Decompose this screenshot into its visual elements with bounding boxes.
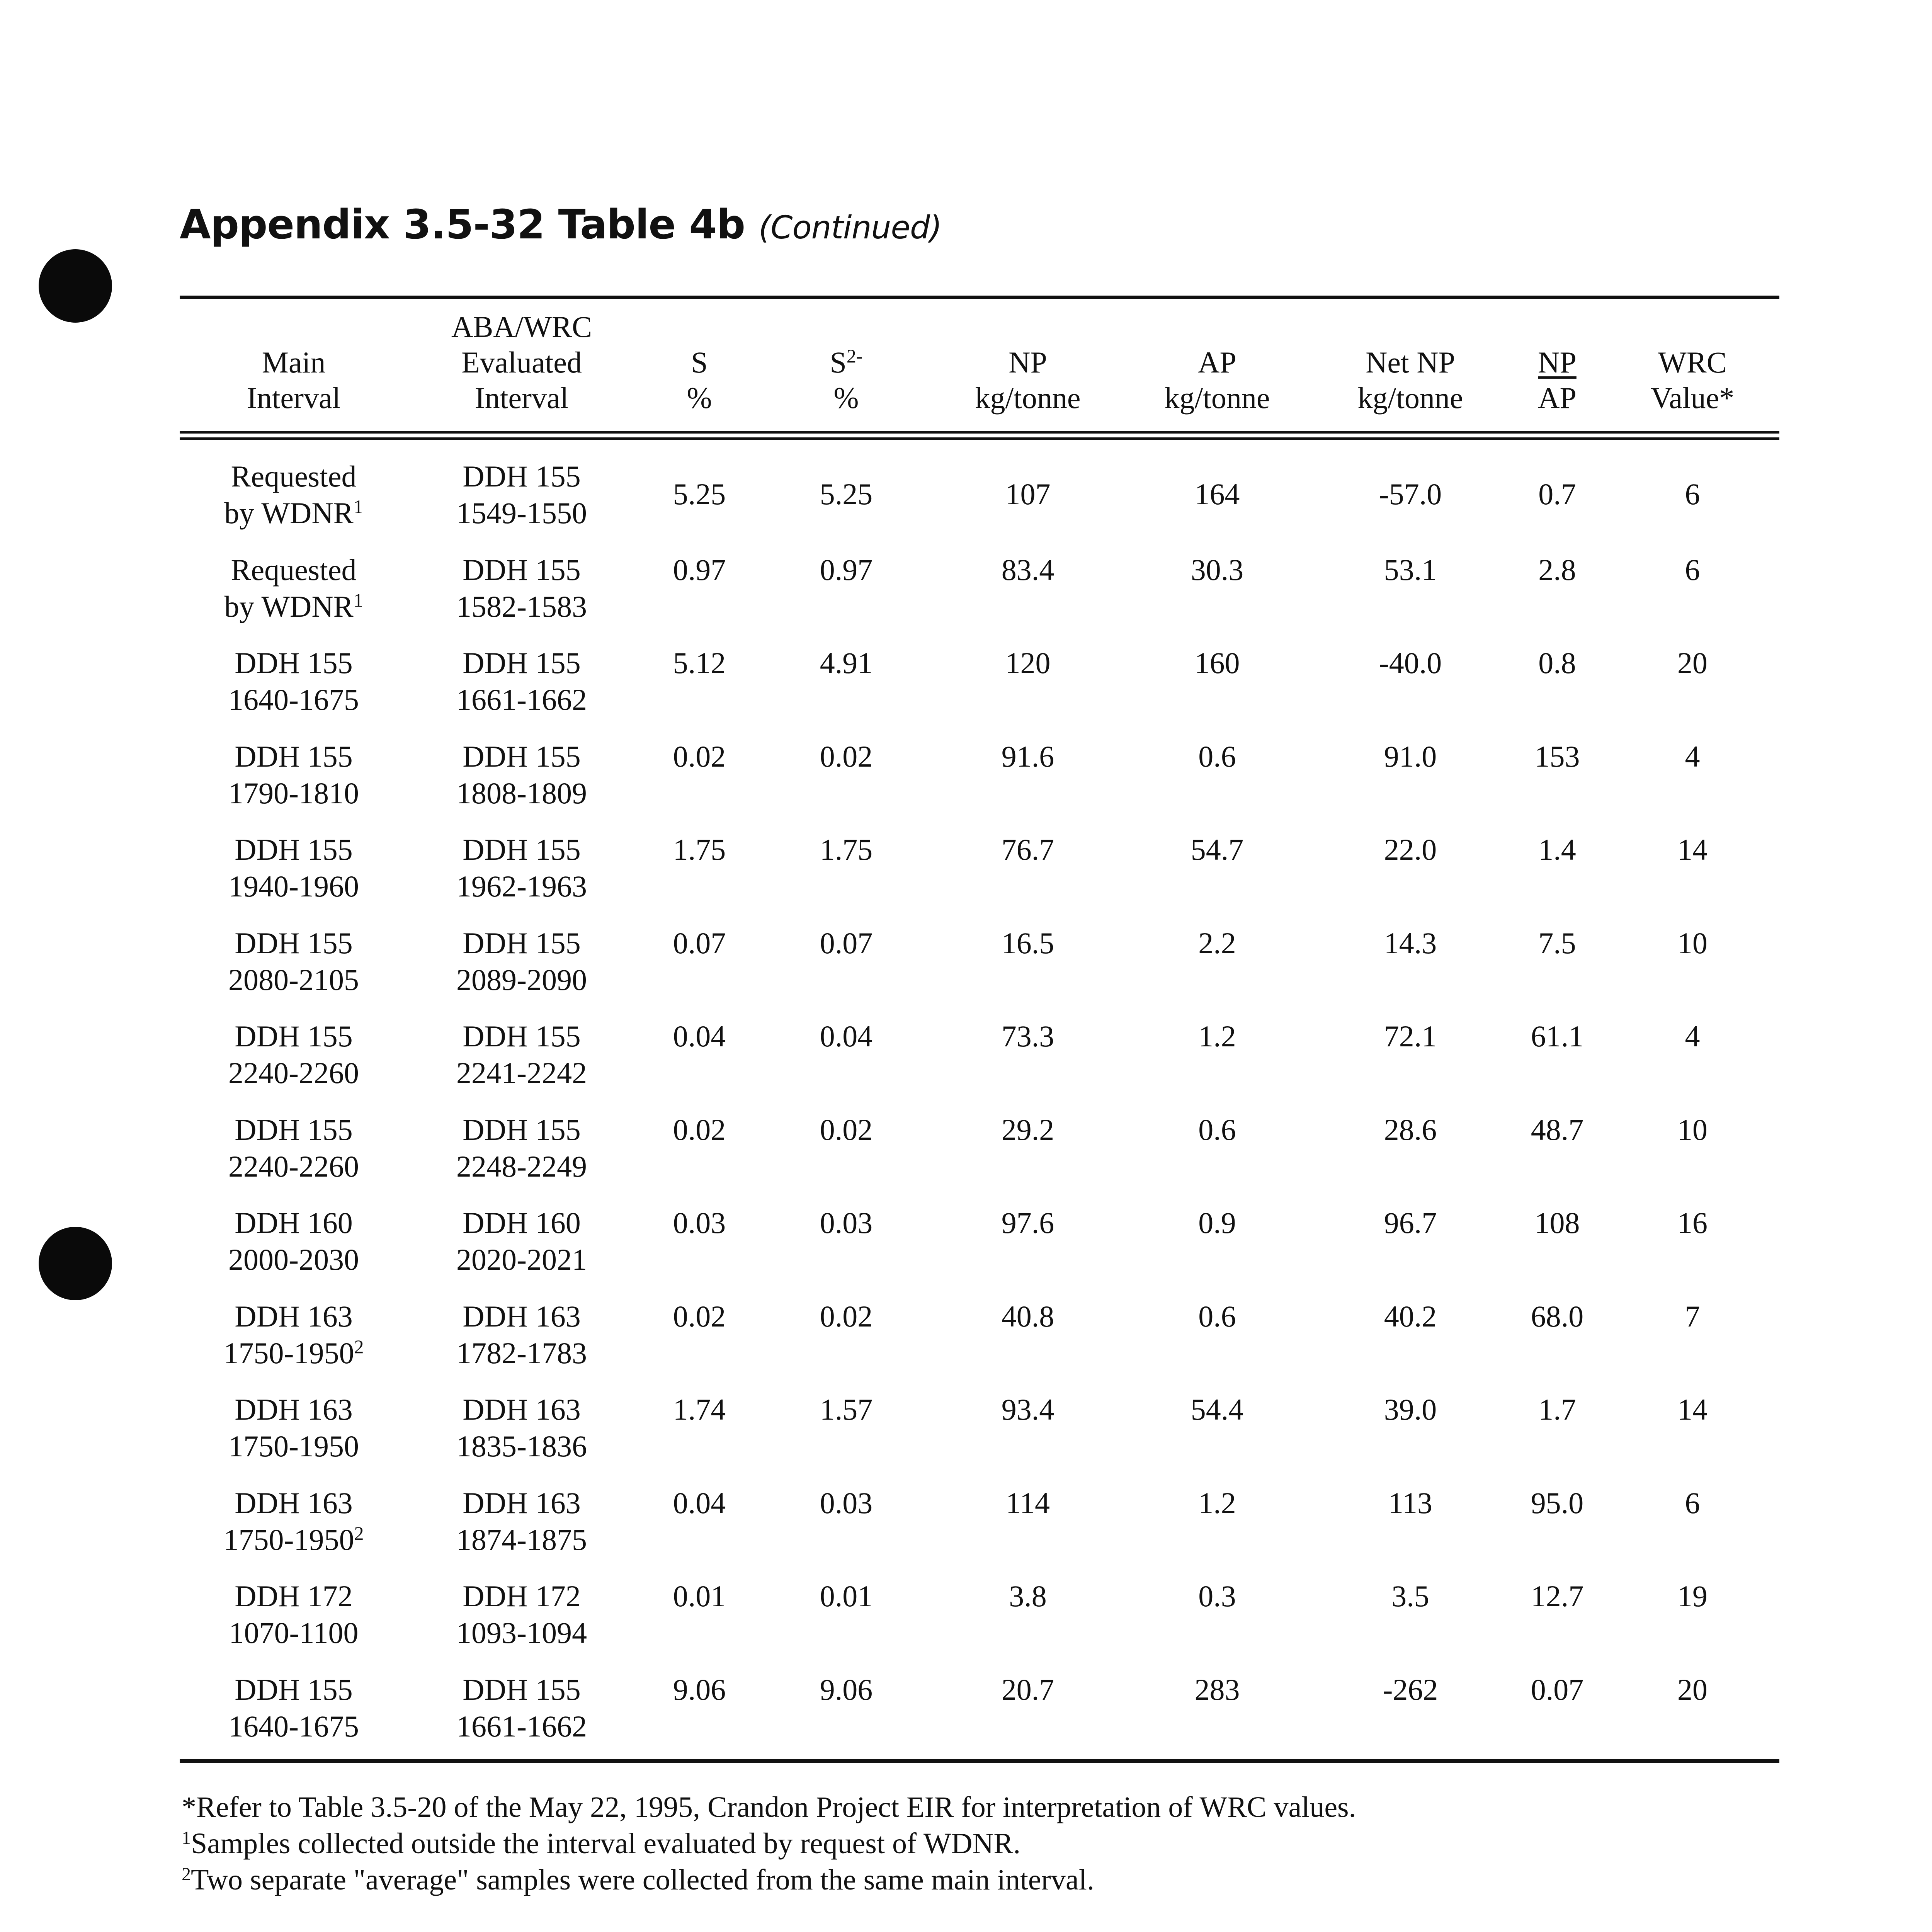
evaluated-interval-line1: DDH 155: [463, 553, 581, 587]
footnote-marker: 1: [353, 589, 363, 611]
evaluated-interval-cell: [437, 925, 607, 998]
main-interval-line1: DDH 155: [235, 740, 353, 773]
evaluated-interval-line1: DDH 155: [463, 1673, 581, 1706]
evaluated-interval-line2: 1549-1550: [456, 496, 587, 530]
ap-cell: 54.7: [1190, 833, 1244, 866]
main-interval-cell: [209, 1671, 379, 1745]
s2-cell: 4.91: [820, 646, 873, 680]
evaluated-interval-line2: 1782-1783: [456, 1336, 587, 1370]
net-np-cell: 22.0: [1384, 833, 1437, 866]
evaluated-interval-cell: [437, 1578, 607, 1651]
main-interval-line1: Requested: [231, 553, 357, 587]
evaluated-interval-cell: [437, 738, 607, 811]
np-ap-cell: 0.8: [1538, 646, 1576, 680]
ap-cell: 1.2: [1198, 1019, 1236, 1053]
s-cell: 0.01: [673, 1579, 726, 1613]
s2-cell: 1.57: [820, 1393, 873, 1426]
evaluated-interval-cell: [437, 458, 607, 531]
net-np-cell: 91.0: [1384, 740, 1437, 773]
evaluated-interval-cell: [437, 1298, 607, 1371]
evaluated-interval-cell: [437, 551, 607, 625]
net-np-cell: 96.7: [1384, 1206, 1437, 1240]
s2-cell: 0.02: [820, 1113, 873, 1146]
evaluated-interval-line1: DDH 155: [463, 1113, 581, 1146]
evaluated-interval-line1: DDH 163: [463, 1299, 581, 1333]
header-s2: $S^{2-}$ %: [830, 345, 863, 415]
main-interval-line1: DDH 155: [235, 926, 353, 960]
np-cell: 73.3: [1001, 1019, 1054, 1053]
wrc-cell: 6: [1685, 477, 1700, 511]
header-rule-lower: [180, 437, 1779, 440]
evaluated-interval-cell: [437, 1391, 607, 1464]
evaluated-interval-line1: DDH 155: [463, 459, 581, 493]
main-interval-line2: 2240-2260: [228, 1150, 359, 1183]
net-np-cell: 40.2: [1384, 1299, 1437, 1333]
evaluated-interval-line2: 2241-2242: [456, 1056, 587, 1090]
evaluated-interval-line2: 1582-1583: [456, 590, 587, 623]
table-top-rule: [180, 296, 1779, 299]
ap-cell: 2.2: [1198, 926, 1236, 960]
net-np-cell: 3.5: [1391, 1579, 1429, 1613]
header-net-np: Net NP kg/tonne: [1357, 345, 1463, 415]
main-interval-line1: DDH 160: [235, 1206, 353, 1240]
ap-cell: 160: [1194, 646, 1240, 680]
main-interval-line2: 2080-2105: [228, 963, 359, 997]
title-continued: (Continued): [759, 209, 942, 246]
s-cell: 0.02: [673, 1113, 726, 1146]
np-cell: 29.2: [1001, 1113, 1054, 1146]
main-interval-cell: [209, 1578, 379, 1651]
note-wrc: *Refer to Table 3.5-20 of the May 22, 1995, Crandon Project EIR for interpretation of WRC values.: [182, 1791, 1356, 1823]
evaluated-interval-line2: 1661-1662: [456, 683, 587, 716]
evaluated-interval-line2: 1661-1662: [456, 1709, 587, 1743]
table-row: [0, 831, 1932, 924]
table-row: [0, 551, 1932, 644]
s2-cell: 0.04: [820, 1019, 873, 1053]
main-interval-cell: [209, 831, 379, 905]
np-cell: 120: [1005, 646, 1051, 680]
np-cell: 93.4: [1001, 1393, 1054, 1426]
np-cell: 16.5: [1001, 926, 1054, 960]
s2-cell: 9.06: [820, 1673, 873, 1706]
main-interval-line2: 1750-1950$^2$: [223, 1336, 364, 1370]
main-interval-cell: [209, 1298, 379, 1371]
wrc-cell: 10: [1677, 1113, 1708, 1146]
header-evaluated-interval: ABA/WRC Evaluated Interval: [451, 310, 592, 415]
net-np-cell: 72.1: [1384, 1019, 1437, 1053]
evaluated-interval-cell: [437, 645, 607, 718]
ap-cell: 1.2: [1198, 1486, 1236, 1520]
s-cell: 9.06: [673, 1673, 726, 1706]
np-cell: 76.7: [1001, 833, 1054, 866]
main-interval-cell: [209, 1018, 379, 1091]
main-interval-line1: Requested: [231, 459, 357, 493]
np-ap-cell: 2.8: [1538, 553, 1576, 587]
main-interval-cell: [209, 738, 379, 811]
evaluated-interval-cell: [437, 1671, 607, 1745]
s-cell: 0.04: [673, 1486, 726, 1520]
evaluated-interval-line1: DDH 163: [463, 1486, 581, 1520]
evaluated-interval-line2: 1962-1963: [456, 869, 587, 903]
header-main-interval: Main Interval: [247, 345, 341, 415]
wrc-cell: 16: [1677, 1206, 1708, 1240]
ap-cell: 30.3: [1190, 553, 1244, 587]
main-interval-line2: 1750-1950: [228, 1429, 359, 1463]
evaluated-interval-line2: 1874-1875: [456, 1523, 587, 1556]
table-row: [0, 1485, 1932, 1577]
evaluated-interval-line1: DDH 155: [463, 646, 581, 680]
main-interval-cell: [209, 645, 379, 718]
main-interval-cell: [209, 925, 379, 998]
np-cell: 114: [1005, 1486, 1050, 1520]
main-interval-line1: DDH 155: [235, 833, 353, 866]
wrc-cell: 4: [1685, 1019, 1700, 1053]
main-interval-line1: DDH 163: [235, 1393, 353, 1426]
net-np-cell: 28.6: [1384, 1113, 1437, 1146]
s2-cell: 5.25: [820, 477, 873, 511]
s2-cell: 0.02: [820, 740, 873, 773]
main-interval-line1: DDH 163: [235, 1486, 353, 1520]
np-cell: 97.6: [1001, 1206, 1054, 1240]
ap-cell: 0.3: [1198, 1579, 1236, 1613]
header-rule-upper: [180, 431, 1779, 434]
evaluated-interval-line1: DDH 172: [463, 1579, 581, 1613]
s-cell: 1.75: [673, 833, 726, 866]
wrc-cell: 20: [1677, 646, 1708, 680]
net-np-cell: 113: [1388, 1486, 1433, 1520]
ap-cell: 0.6: [1198, 1299, 1236, 1333]
s-cell: 5.12: [673, 646, 726, 680]
s2-cell: 0.01: [820, 1579, 873, 1613]
s2-cell: 1.75: [820, 833, 873, 866]
np-ap-cell: 0.7: [1538, 477, 1576, 511]
s-cell: 0.02: [673, 740, 726, 773]
header-np: NP kg/tonne: [975, 345, 1081, 415]
evaluated-interval-line1: DDH 163: [463, 1393, 581, 1426]
main-interval-line1: DDH 172: [235, 1579, 353, 1613]
main-interval-line2: 1640-1675: [228, 683, 359, 716]
main-interval-line2: 1750-1950$^2$: [223, 1522, 364, 1556]
main-interval-line2: by WDNR$^1$: [224, 589, 363, 623]
evaluated-interval-line1: DDH 155: [463, 1019, 581, 1053]
s-cell: 0.04: [673, 1019, 726, 1053]
s2-cell: 0.03: [820, 1206, 873, 1240]
note-1: $^1$Samples collected outside the interval evaluated by request of WDNR.: [182, 1827, 1021, 1860]
np-cell: 20.7: [1001, 1673, 1054, 1706]
np-cell: 40.8: [1001, 1299, 1054, 1333]
main-interval-line1: DDH 155: [235, 1673, 353, 1706]
net-np-cell: -57.0: [1379, 477, 1442, 511]
wrc-cell: 19: [1677, 1579, 1708, 1613]
table-row: [0, 1298, 1932, 1391]
np-cell: 3.8: [1009, 1579, 1047, 1613]
np-cell: 83.4: [1001, 553, 1054, 587]
s-cell: 1.74: [673, 1393, 726, 1426]
footnote-marker: 2: [354, 1336, 364, 1357]
net-np-cell: 39.0: [1384, 1393, 1437, 1426]
page-title: [180, 201, 942, 248]
wrc-cell: 6: [1685, 1486, 1700, 1520]
s-cell: 0.02: [673, 1299, 726, 1333]
table-row: [0, 458, 1932, 551]
np-ap-cell: 61.1: [1531, 1019, 1584, 1053]
header-s: S %: [687, 345, 712, 415]
table-notes: [182, 1789, 1356, 1898]
main-interval-line1: DDH 155: [235, 1019, 353, 1053]
main-interval-cell: [209, 458, 379, 531]
ap-cell: 283: [1194, 1673, 1240, 1706]
net-np-cell: 53.1: [1384, 553, 1437, 587]
main-interval-line1: DDH 155: [235, 1113, 353, 1146]
main-interval-cell: [209, 1204, 379, 1278]
net-np-cell: -262: [1383, 1673, 1438, 1706]
evaluated-interval-cell: [437, 1204, 607, 1278]
ap-cell: 0.9: [1198, 1206, 1236, 1240]
main-interval-line2: 2000-2030: [228, 1243, 359, 1276]
np-ap-cell: 7.5: [1538, 926, 1576, 960]
main-interval-line1: DDH 155: [235, 646, 353, 680]
s2-cell: 0.07: [820, 926, 873, 960]
table-row: [0, 645, 1932, 737]
table-row: [0, 1204, 1932, 1297]
main-interval-line1: DDH 163: [235, 1299, 353, 1333]
main-interval-cell: [209, 1391, 379, 1464]
main-interval-line2: 1640-1675: [228, 1709, 359, 1743]
ap-cell: 164: [1194, 477, 1240, 511]
np-ap-cell: 108: [1534, 1206, 1580, 1240]
ap-cell: 0.6: [1198, 740, 1236, 773]
np-ap-cell: 1.4: [1538, 833, 1576, 866]
title-main: Appendix 3.5-32 Table 4b: [180, 201, 745, 248]
table-row: [0, 1578, 1932, 1670]
s2-cell: 0.02: [820, 1299, 873, 1333]
footnote-marker: 1: [353, 496, 363, 517]
np-ap-cell: 48.7: [1531, 1113, 1584, 1146]
s2-cell: 0.03: [820, 1486, 873, 1520]
footnote-marker: 2: [354, 1522, 364, 1544]
wrc-cell: 20: [1677, 1673, 1708, 1706]
net-np-cell: 14.3: [1384, 926, 1437, 960]
np-cell: 91.6: [1001, 740, 1054, 773]
header-np-ap: NP AP: [1538, 345, 1577, 415]
s-cell: 0.07: [673, 926, 726, 960]
evaluated-interval-cell: [437, 831, 607, 905]
main-interval-line2: 1940-1960: [228, 869, 359, 903]
main-interval-cell: [209, 1485, 379, 1558]
header-wrc: WRC Value*: [1650, 345, 1735, 415]
net-np-cell: -40.0: [1379, 646, 1442, 680]
np-ap-cell: 68.0: [1531, 1299, 1584, 1333]
evaluated-interval-line2: 2020-2021: [456, 1243, 587, 1276]
s-cell: 0.03: [673, 1206, 726, 1240]
header-ap: AP kg/tonne: [1164, 345, 1270, 415]
wrc-cell: 10: [1677, 926, 1708, 960]
main-interval-cell: [209, 551, 379, 625]
punch-hole-top: [39, 249, 112, 323]
main-interval-line2: 2240-2260: [228, 1056, 359, 1090]
table-row: [0, 1018, 1932, 1111]
evaluated-interval-line2: 2089-2090: [456, 963, 587, 997]
wrc-cell: 7: [1685, 1299, 1700, 1333]
table-row: [0, 1671, 1932, 1764]
np-ap-cell: 12.7: [1531, 1579, 1584, 1613]
table-row: [0, 1391, 1932, 1484]
np-ap-cell: 1.7: [1538, 1393, 1576, 1426]
np-cell: 107: [1005, 477, 1051, 511]
ap-cell: 54.4: [1190, 1393, 1244, 1426]
evaluated-interval-cell: [437, 1111, 607, 1185]
np-ap-cell: 0.07: [1531, 1673, 1584, 1706]
wrc-cell: 4: [1685, 740, 1700, 773]
evaluated-interval-line1: DDH 155: [463, 833, 581, 866]
evaluated-interval-cell: [437, 1485, 607, 1558]
main-interval-line2: by WDNR$^1$: [224, 496, 363, 530]
table-row: [0, 925, 1932, 1017]
evaluated-interval-cell: [437, 1018, 607, 1091]
table-row: [0, 1111, 1932, 1204]
wrc-cell: 6: [1685, 553, 1700, 587]
np-ap-cell: 153: [1534, 740, 1580, 773]
evaluated-interval-line2: 1835-1836: [456, 1429, 587, 1463]
evaluated-interval-line1: DDH 155: [463, 740, 581, 773]
ap-cell: 0.6: [1198, 1113, 1236, 1146]
s-cell: 0.97: [673, 553, 726, 587]
evaluated-interval-line2: 1808-1809: [456, 776, 587, 810]
evaluated-interval-line1: DDH 155: [463, 926, 581, 960]
main-interval-line2: 1070-1100: [229, 1616, 359, 1650]
main-interval-cell: [209, 1111, 379, 1185]
evaluated-interval-line1: DDH 160: [463, 1206, 581, 1240]
table-row: [0, 738, 1932, 831]
wrc-cell: 14: [1677, 833, 1708, 866]
np-ap-cell: 95.0: [1531, 1486, 1584, 1520]
evaluated-interval-line2: 2248-2249: [456, 1150, 587, 1183]
note-2: $^2$Two separate "average" samples were collected from the same main interval.: [182, 1864, 1094, 1896]
evaluated-interval-line2: 1093-1094: [456, 1616, 587, 1650]
s2-cell: 0.97: [820, 553, 873, 587]
s-cell: 5.25: [673, 477, 726, 511]
main-interval-line2: 1790-1810: [228, 776, 359, 810]
wrc-cell: 14: [1677, 1393, 1708, 1426]
